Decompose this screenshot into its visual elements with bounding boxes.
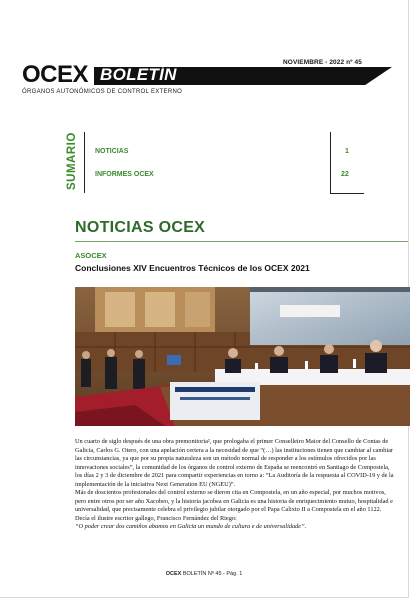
section-rule [75, 241, 408, 242]
sumario-bottom-rule [330, 193, 364, 194]
article-quote: “O poder crear dos camiños abamos en Galicia un mundo de cultura e de universalidade”. [75, 523, 307, 530]
sumario-item-noticias[interactable]: NOTICIAS [95, 148, 129, 155]
sumario-page-noticias: 1 [345, 148, 349, 155]
sumario-left-rule [84, 132, 85, 193]
page-footer [0, 571, 408, 577]
footer-brand: OCEX [165, 571, 182, 577]
sumario-divider [330, 132, 331, 193]
sumario-label: SUMARIO [66, 132, 78, 190]
sumario-page-informes: 22 [341, 171, 349, 178]
masthead-subtitle: ÓRGANOS AUTONÓMICOS DE CONTROL EXTERNO [22, 89, 183, 95]
masthead-name: BOLETÍN [100, 65, 177, 84]
conference-photo [75, 287, 410, 426]
footer-text: BOLETÍN Nº 45 - Pág. 1 [182, 571, 243, 577]
article-body [75, 438, 395, 532]
issue-date: NOVIEMBRE - 2022 nº 45 [283, 59, 362, 66]
article-paragraph: Un cuarto de siglo después de una obra premonitoria², que prologaba el primer Conselleiro Maior del Consello de Contas de Galicia, Carlos G. Otero, con una apelación certera a la necesidad de que “(…) las instituciones tienen que cambiar al cambiar las circunstancias, ya que por su propia naturaleza son un método normal de responder a los estímulos ofrecidos por las innovaciones sociales”, la comunidad de los órganos de control externo de España se reencontró en Santiago de Compostela, los días 2 y 3 de diciembre de 2021 para compartir experiencias en torno a: “La Auditoría de la respuesta al COVID-19 y de la implementación de la iniciativa Next Generation EU (NGEU)”. [75, 438, 394, 488]
article-paragraph: Más de doscientos profesionales del control externo se dieron cita en Compostela, en un año especial, por muchos motivos, pero entre otros por ser año Xacobeo, y la historia jacobea en Galicia es una historia de enriquecimiento mutuo, hospitalidad e universalidad, que precisamente celebra el privilegio jubilar otorgado por el Papa Calixto II a Compostela en el año 1122. Decía el ilustre escritor gallego, Francisco Fernández del Riego: [75, 489, 393, 522]
article-headline: Conclusiones XIV Encuentros Técnicos de los OCEX 2021 [75, 263, 310, 273]
masthead-brand: OCEX [22, 61, 89, 88]
section-title: NOTICIAS OCEX [75, 219, 206, 236]
sumario-item-informes[interactable]: INFORMES OCEX [95, 171, 154, 178]
article-kicker: ASOCEX [75, 251, 107, 260]
